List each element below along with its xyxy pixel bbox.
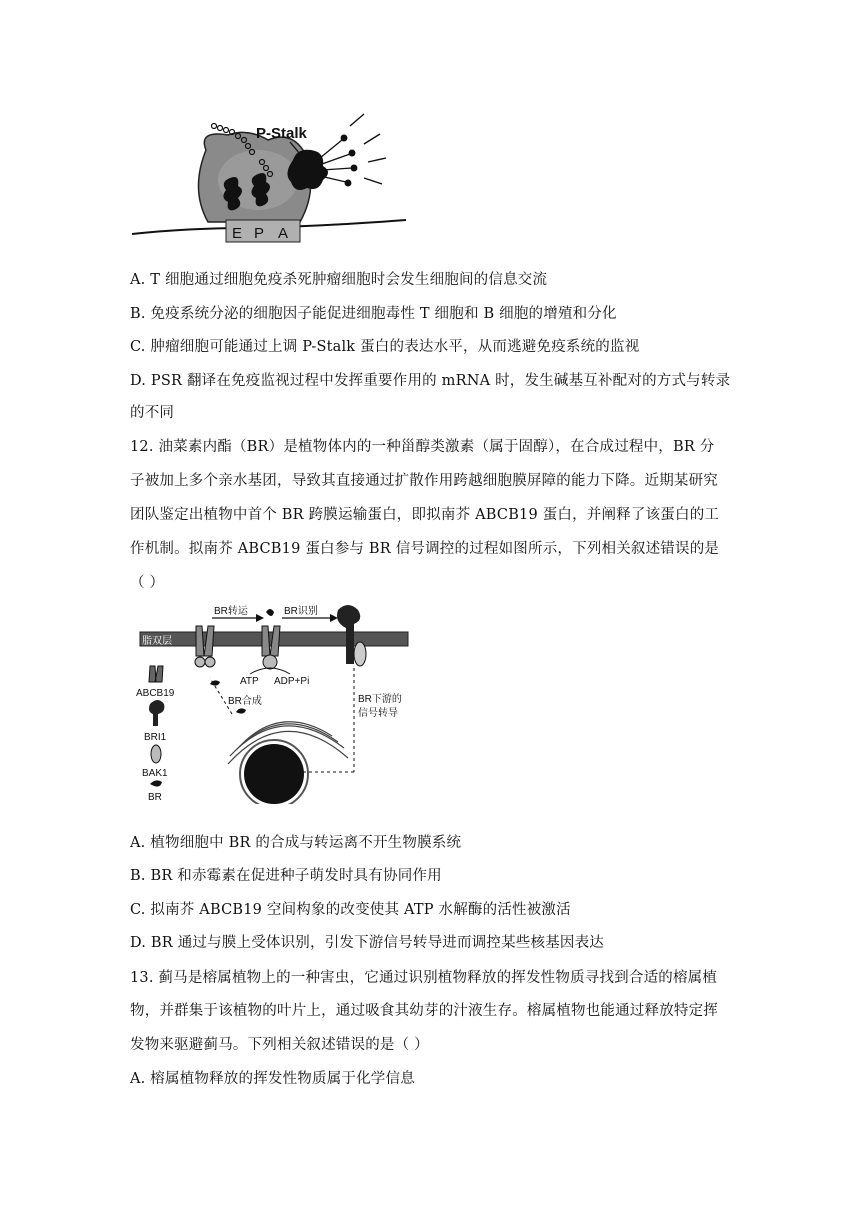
p-stalk-label: P-Stalk (256, 125, 307, 142)
q11-option-b: B. 免疫系统分泌的细胞因子能促进细胞毒性 T 细胞和 B 细胞的增殖和分化 (130, 306, 617, 322)
q11-option-d-line1: D. PSR 翻译在免疫监视过程中发挥重要作用的 mRNA 时，发生碱基互补配对的方式与转录 (130, 373, 731, 389)
q12-stem-line2: 子被加上多个亲水基团，导致其直接通过扩散作用跨越细胞膜屏障的能力下降。近期某研究 (130, 473, 718, 489)
site-e-label: E (232, 225, 243, 242)
q12-stem-line4: 作机制。拟南芥 ABCB19 蛋白参与 BR 信号调控的过程如图所示，下列相关叙述错误的是 (130, 541, 720, 557)
q12-option-a: A. 植物细胞中 BR 的合成与转运离不开生物膜系统 (130, 835, 462, 851)
q12-stem-line3: 团队鉴定出植物中首个 BR 跨膜运输蛋白，即拟南芥 ABCB19 蛋白，并阐释了该蛋白的工 (130, 507, 720, 523)
q13-stem-line1: 13. 蓟马是榕属植物上的一种害虫，它通过识别植物释放的挥发性物质寻找到合适的榕属植 (130, 970, 718, 986)
q13-stem-line2: 物，并群集于该植物的叶片上，通过吸食其幼芽的汁液生存。榕属植物也能通过释放特定挥 (130, 1003, 718, 1019)
br-transport-label: BR转运 (214, 606, 248, 617)
q12-option-c: C. 拟南芥 ABCB19 空间构象的改变使其 ATP 水解酶的活性被激活 (130, 902, 571, 918)
downstream-label-line1: BR下游的 (358, 694, 402, 705)
downstream-label-line2: 信号转导 (358, 708, 398, 719)
site-a-label: A (278, 225, 289, 242)
adp-label: ADP+Pi (274, 676, 310, 687)
legend-bak1: BAK1 (142, 768, 168, 779)
q11-option-c: C. 肿瘤细胞可能通过上调 P-Stalk 蛋白的表达水平，从而逃避免疫系统的监视 (130, 339, 640, 355)
br-signaling-figure (132, 604, 414, 804)
q12-stem-line5: （ ） (130, 575, 165, 591)
br-recognition-label: BR识别 (284, 606, 318, 617)
q11-option-d-line2: 的不同 (130, 405, 175, 421)
ribosome-figure (128, 110, 410, 250)
br-synthesis-label: BR合成 (228, 696, 262, 707)
q12-option-d: D. BR 通过与膜上受体识别，引发下游信号转导进而调控某些核基因表达 (130, 935, 605, 951)
q13-stem-line3: 发物来驱避蓟马。下列相关叙述错误的是（ ） (130, 1037, 429, 1053)
q13-option-a: A. 榕属植物释放的挥发性物质属于化学信息 (130, 1071, 415, 1087)
q12-option-b: B. BR 和赤霉素在促进种子萌发时具有协同作用 (130, 868, 442, 884)
lipid-bilayer-label: 脂双层 (142, 636, 172, 647)
legend-bri1: BRI1 (144, 732, 167, 743)
q11-option-a: A. T 细胞通过细胞免疫杀死肿瘤细胞时会发生细胞间的信息交流 (130, 272, 548, 288)
legend-abcb19: ABCB19 (136, 688, 175, 699)
q12-stem-line1: 12. 油菜素内酯（BR）是植物体内的一种甾醇类激素（属于固醇），在合成过程中，BR 分 (130, 439, 715, 455)
atp-label: ATP (240, 676, 259, 687)
legend-br: BR (148, 792, 162, 803)
site-p-label: P (254, 225, 265, 242)
nucleus (244, 744, 304, 804)
